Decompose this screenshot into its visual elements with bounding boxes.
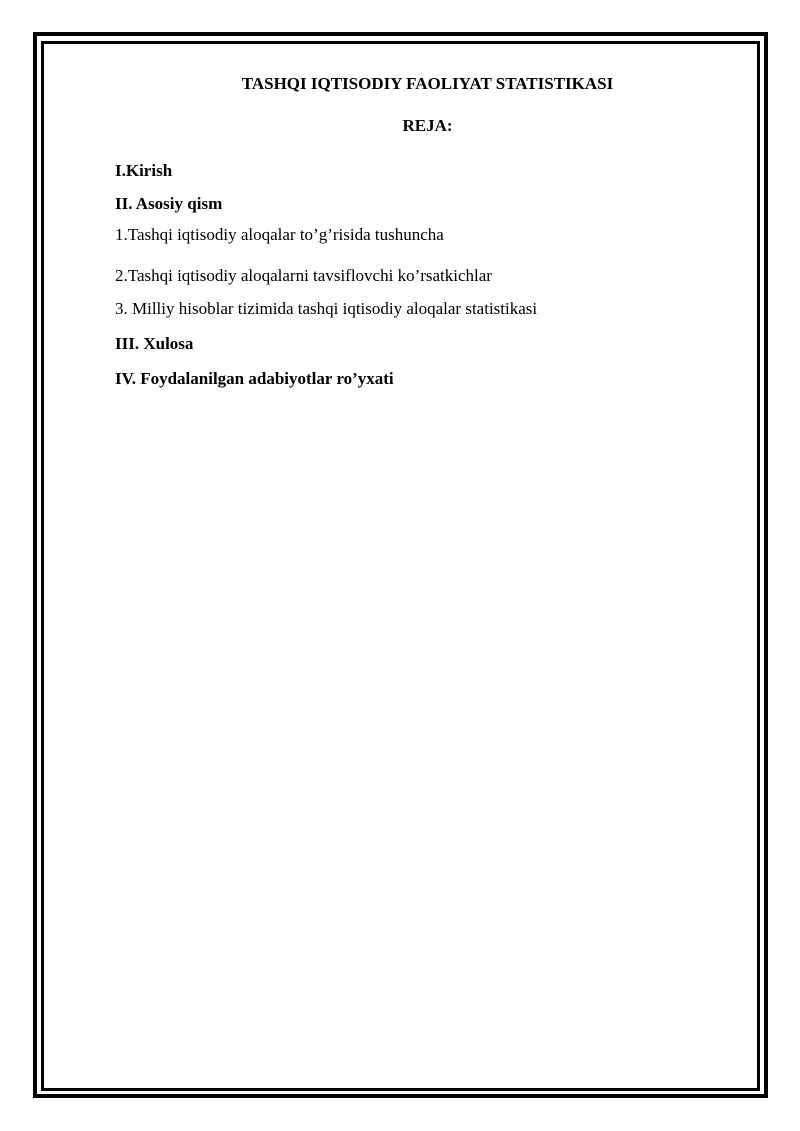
plan-heading: REJA:	[402, 116, 453, 135]
plan-item-subsection-2: 2.Tashqi iqtisodiy aloqalarni tavsiflovchi ko’rsatkichlar	[115, 266, 492, 285]
plan-item-introduction: I.Kirish	[115, 161, 173, 180]
plan-item-references: IV. Foydalanilgan adabiyotlar ro’yxati	[115, 369, 394, 388]
plan-item-main-part: II. Asosiy qism	[115, 194, 223, 213]
plan-item-subsection-3: 3. Milliy hisoblar tizimida tashqi iqtisodiy aloqalar statistikasi	[115, 299, 538, 318]
plan-item-conclusion: III. Xulosa	[115, 334, 194, 353]
plan-item-subsection-1: 1.Tashqi iqtisodiy aloqalar to’g’risida tushuncha	[115, 225, 444, 244]
document-title: TASHQI IQTISODIY FAOLIYAT STATISTIKASI	[241, 74, 614, 93]
